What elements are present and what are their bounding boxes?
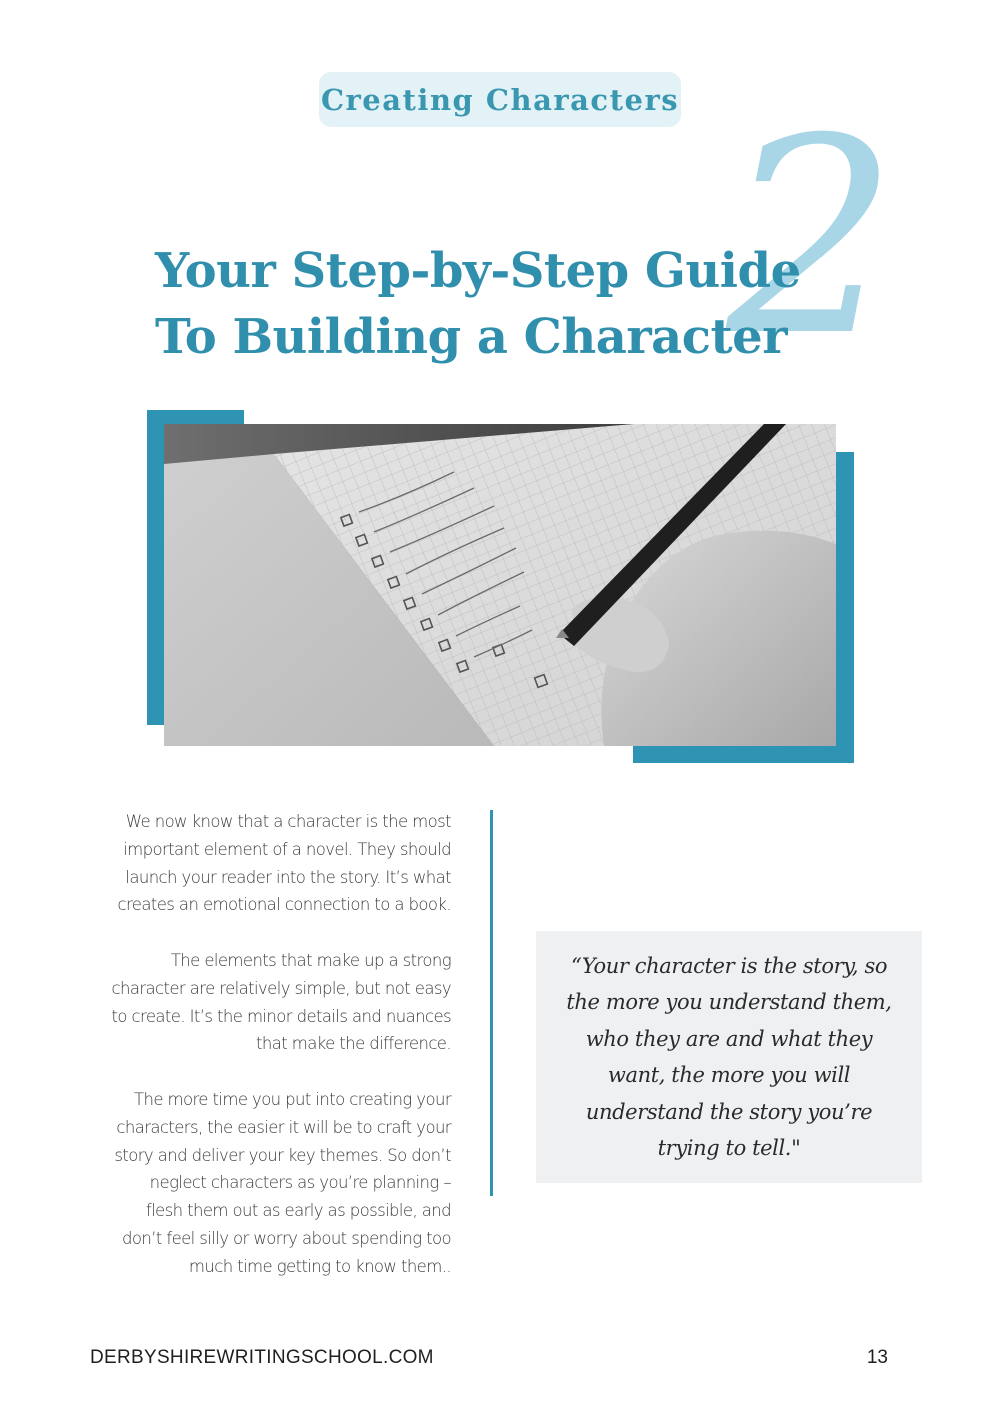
body-paragraph-2: The elements that make up a strong character are relatively simple, but not easy to create. It’s the minor details and nuances that make the difference. — [111, 950, 451, 1054]
body-paragraph-1: We now know that a character is the most important element of a novel. They should launch your reader into the story. It’s what creates an emotional connection to a book. — [117, 812, 451, 915]
body-text — [110, 808, 451, 1308]
pull-quote-text: “Your character is the story, so the more you understand them, who they are and what they want, the more you will understand the story you’re trying to tell." — [566, 953, 892, 1160]
section-label-pill — [319, 72, 681, 127]
page-title — [155, 238, 801, 370]
pull-quote — [536, 931, 922, 1183]
section-label: Creating Characters — [320, 82, 680, 117]
footer-website: DERBYSHIREWRITINGSCHOOL.COM — [90, 1347, 434, 1368]
vertical-divider — [490, 810, 493, 1196]
body-paragraph-3: The more time you put into creating your characters, the easier it will be to craft your story and deliver your key themes. So don’t neglect characters as you’re planning – flesh them out as early as possible, and don’t feel silly or worry about spending too much time getting to know them.. — [114, 1089, 451, 1276]
page-number: 13 — [866, 1347, 888, 1368]
step-number: 2 — [726, 80, 898, 395]
page-title-line-1: Your Step-by-Step Guide — [155, 243, 801, 299]
page-title-line-2: To Building a Character — [155, 309, 787, 365]
checklist-photo — [164, 424, 836, 746]
